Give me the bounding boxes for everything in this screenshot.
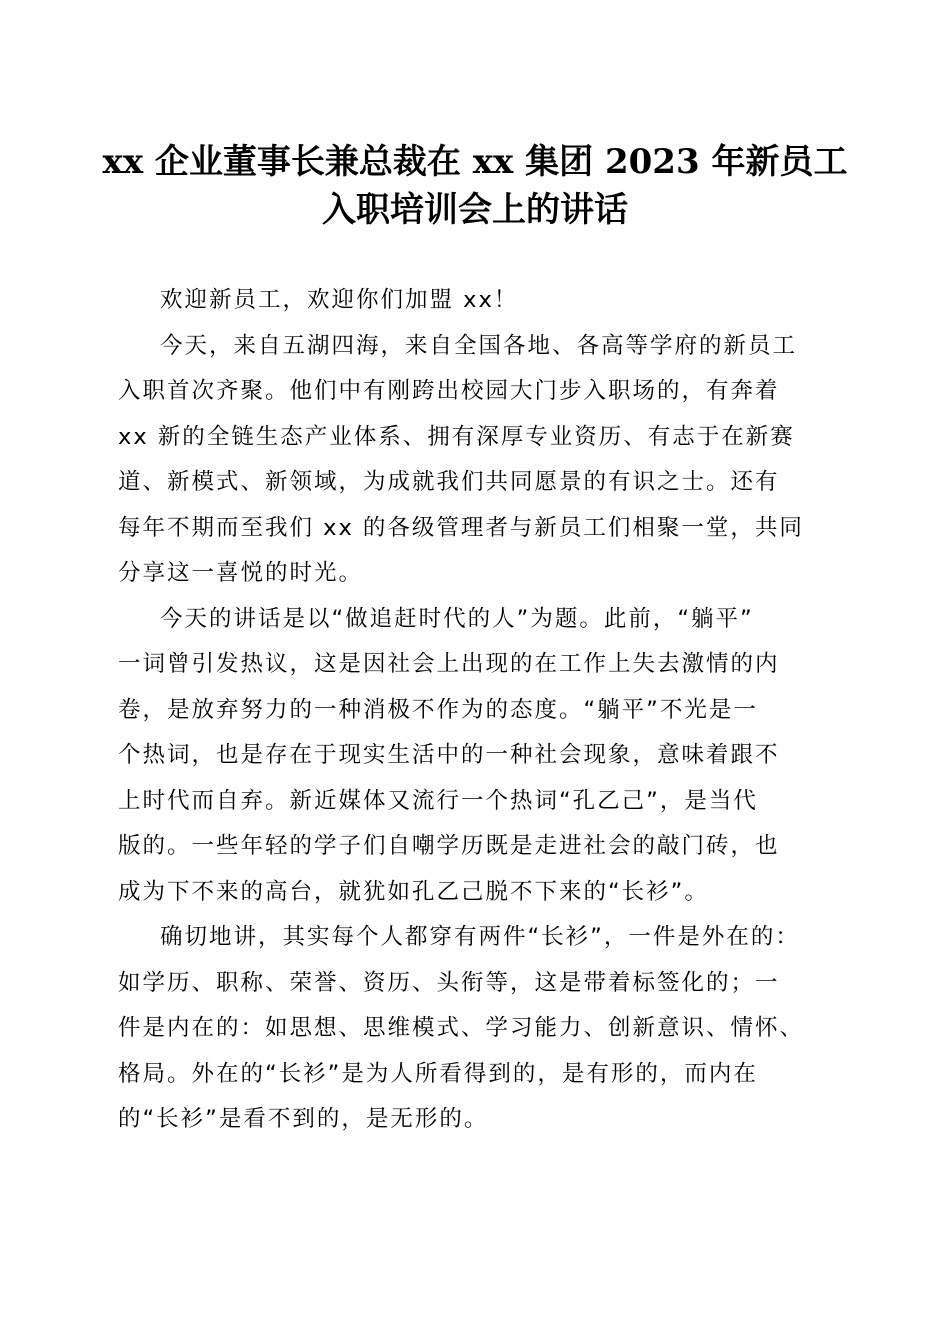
paragraph-topic	[118, 597, 840, 916]
title-line: xx 企业董事长兼总裁在 xx 集团 2023 年新员工	[102, 142, 848, 182]
paragraph-line: 上时代而自弃。新近媒体又流行一个热词“孔乙己”，是当代	[118, 787, 758, 814]
paragraph-line: 一词曾引发热议，这是因社会上出现的在工作上失去激情的内	[118, 651, 780, 677]
document-title	[100, 138, 850, 234]
paragraph-line: 分享这一喜悦的时光。	[118, 560, 364, 586]
paragraph-line: 今天，来自五湖四海，来自全国各地、各高等学府的新员工	[160, 332, 798, 359]
paragraph-line: xx 新的全链生态产业体系、拥有深厚专业资历、有志于在新赛	[118, 423, 795, 450]
paragraph-line: 入职首次齐聚。他们中有刚跨出校园大门步入职场的，有奔着	[118, 378, 780, 404]
document-body	[118, 278, 840, 1143]
paragraph-introduction	[118, 324, 840, 597]
paragraph-line: 件是内在的：如思想、思维模式、学习能力、创新意识、情怀、	[118, 1015, 805, 1041]
paragraph-line: 成为下不来的高台，就犹如孔乙己脱不下来的“长衫”。	[118, 878, 709, 905]
paragraph-line: 卷，是放弃努力的一种消极不作为的态度。“躺平”不光是一	[118, 696, 758, 723]
paragraph-line: 版的。一些年轻的学子们自嘲学历既是走进社会的敲门砖，也	[118, 833, 780, 859]
paragraph-line: 如学历、职称、荣誉、资历、头衔等，这是带着标签化的；一	[118, 969, 780, 996]
paragraph-greeting	[118, 278, 840, 324]
paragraph-line: 个热词，也是存在于现实生活中的一种社会现象，意味着跟不	[118, 742, 780, 768]
paragraph-line: 道、新模式、新领域，为成就我们共同愿景的有识之士。还有	[118, 469, 780, 495]
title-line: 入职培训会上的讲话	[322, 190, 628, 230]
paragraph-line: 今天的讲话是以“做追赶时代的人”为题。此前，“躺平”	[160, 605, 754, 632]
paragraph-two-gowns	[118, 915, 840, 1143]
paragraph-line: 格局。外在的“长衫”是为人所看得到的，是有形的，而内在	[118, 1060, 758, 1087]
paragraph-line: 的“长衫”是看不到的，是无形的。	[118, 1106, 489, 1132]
paragraph-line: 欢迎新员工，欢迎你们加盟 xx！	[160, 287, 519, 313]
paragraph-line: 每年不期而至我们 xx 的各级管理者与新员工们相聚一堂，共同	[118, 514, 804, 541]
paragraph-line: 确切地讲，其实每个人都穿有两件“长衫”，一件是外在的：	[160, 924, 800, 950]
